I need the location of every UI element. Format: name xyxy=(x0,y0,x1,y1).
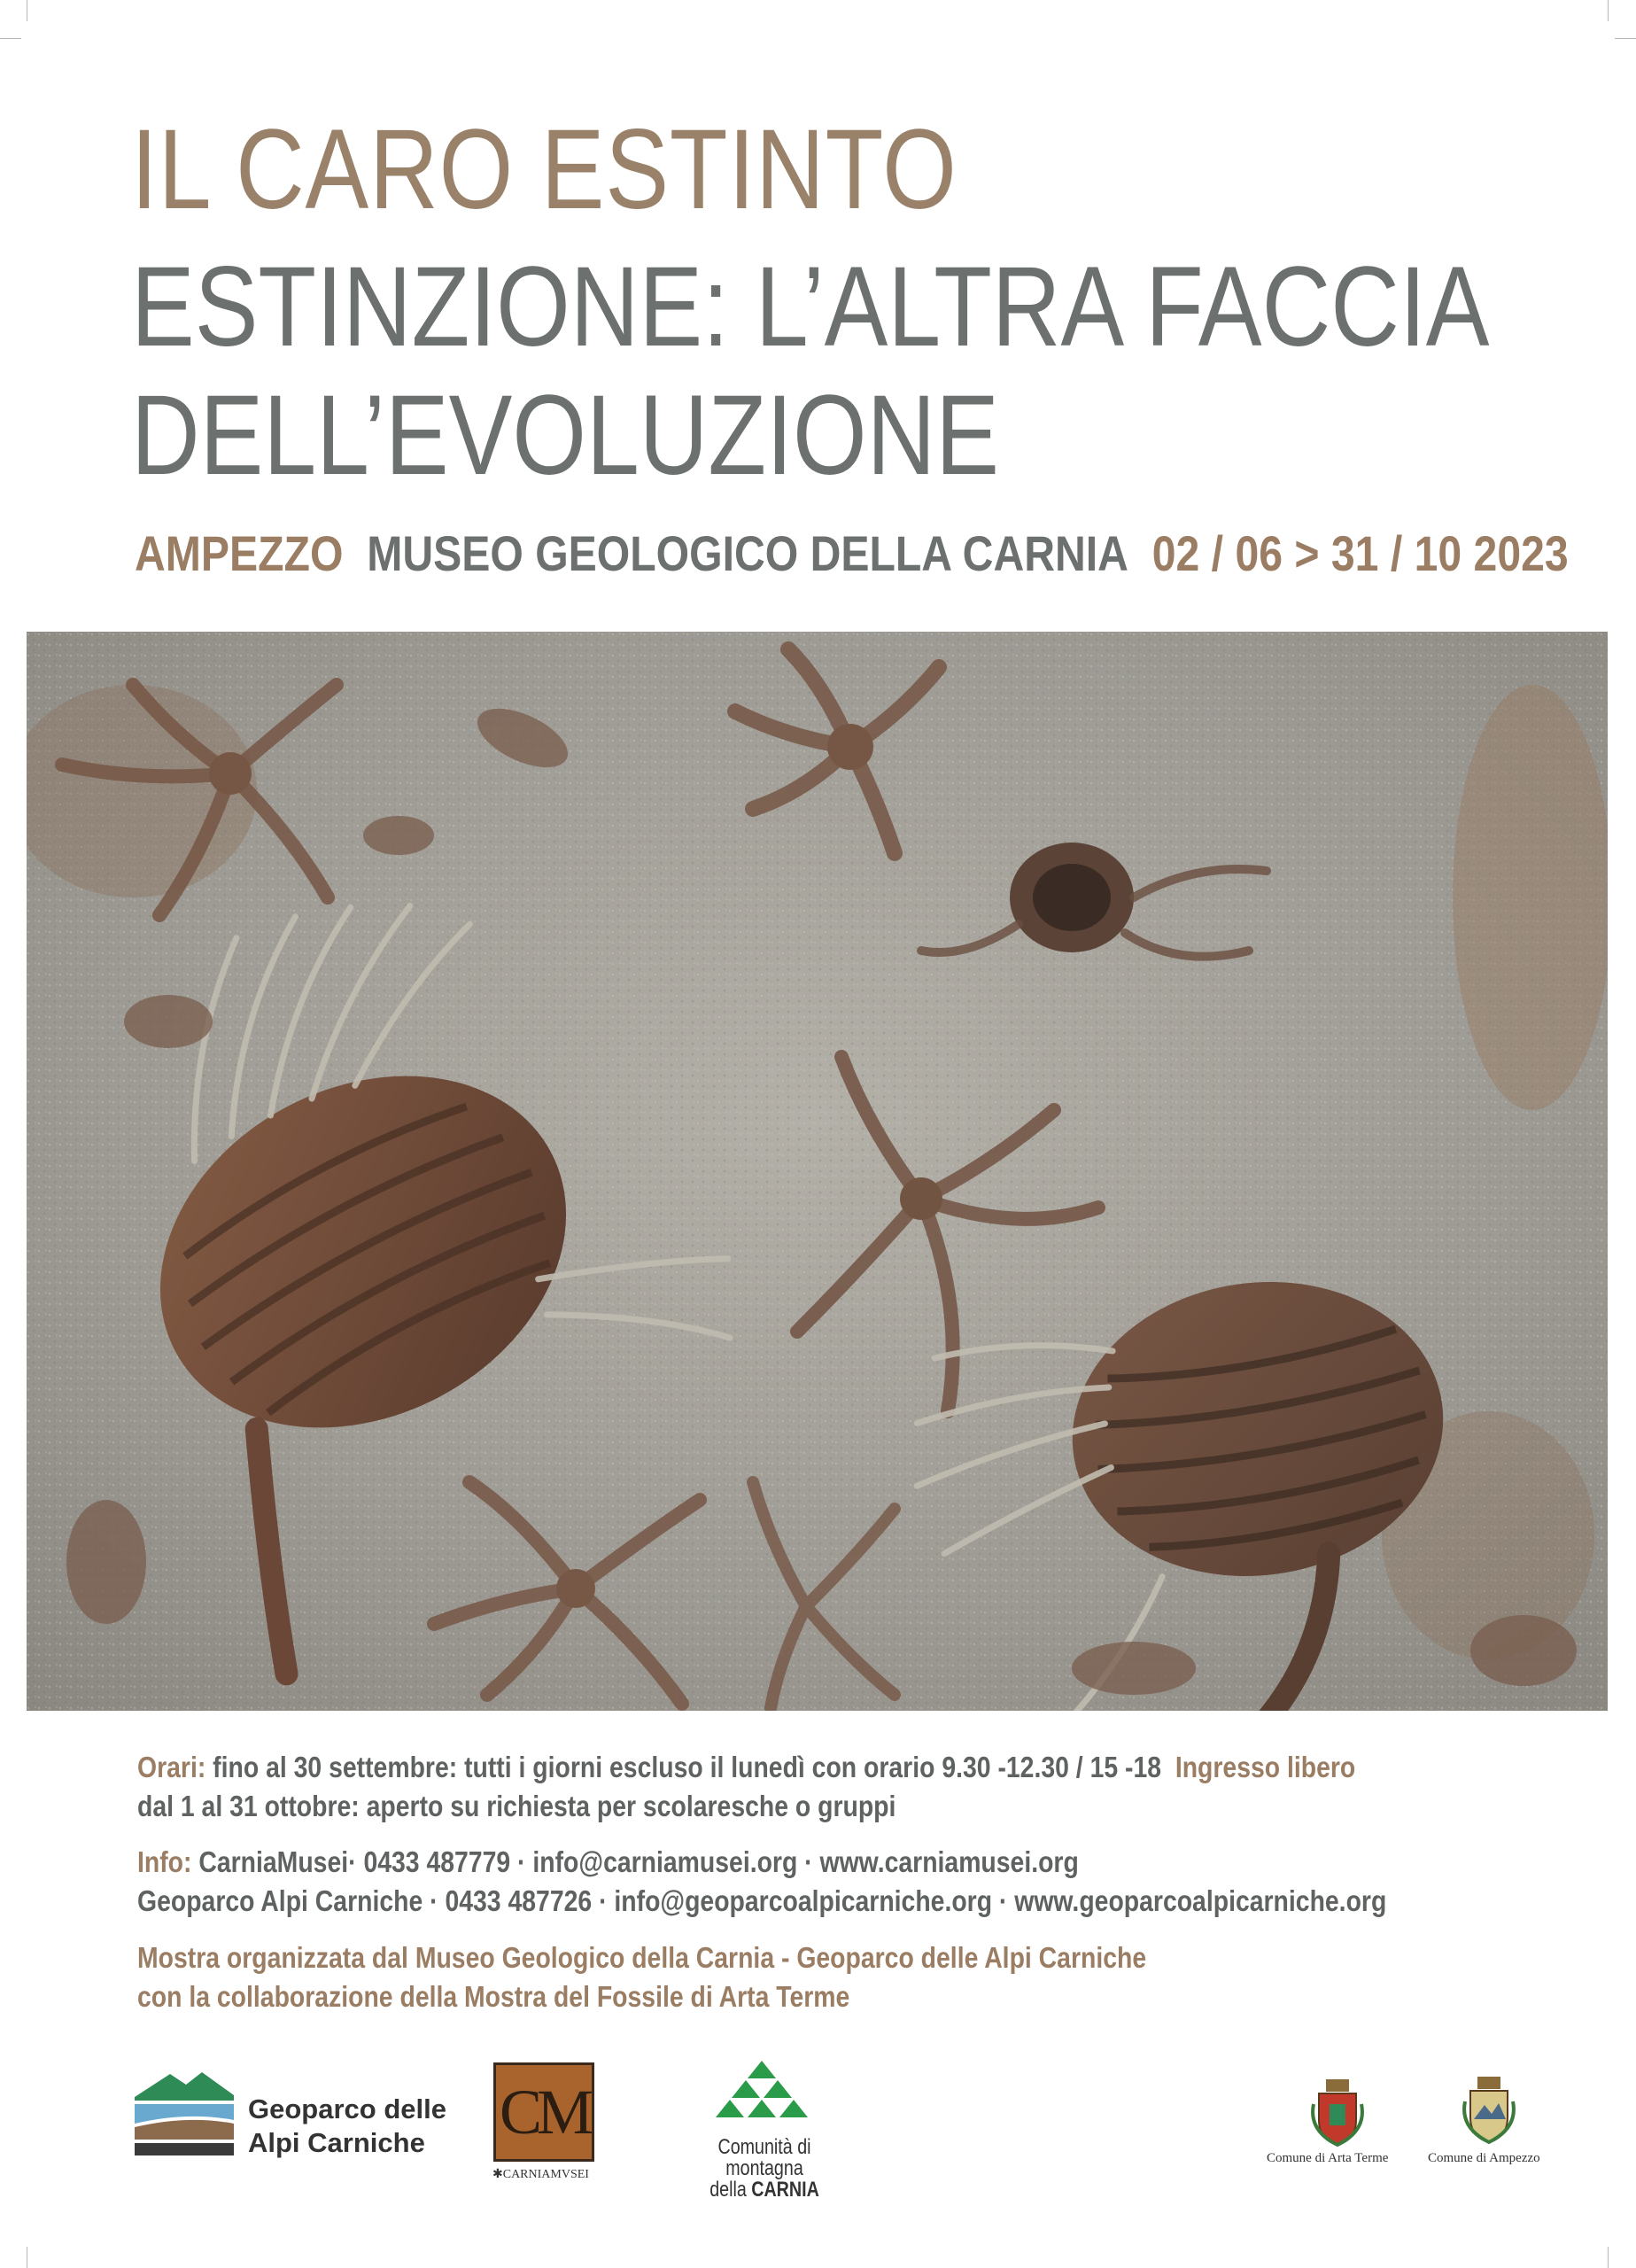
arta-terme-crest-icon xyxy=(1308,2078,1367,2147)
comunita-trees-icon xyxy=(709,2061,815,2132)
hours-line-2: dal 1 al 31 ottobre: aperto su richiesta per scolaresche o gruppi xyxy=(137,1790,896,1822)
geoparco-logo-icon xyxy=(135,2069,234,2157)
comunita-line-2a: della xyxy=(709,2178,752,2202)
venue-dates: 02 / 06 > 31 / 10 2023 xyxy=(1151,525,1569,581)
comunita-logo-text xyxy=(695,2137,834,2201)
comunita-line-2 xyxy=(695,2179,834,2201)
carniamusei-caption: ✱CARNIAMVSEI xyxy=(492,2168,589,2181)
organizers-line-2: con la collaborazione della Mostra del Fossile di Arta Terme xyxy=(137,1980,850,2013)
hours-text: fino al 30 settembre: tutti i giorni escluso il lunedì con orario 9.30 -12.30 / 15 -18 xyxy=(213,1751,1162,1783)
crop-mark-top-left-h xyxy=(0,38,21,39)
comune-arta-terme: Comune di Arta Terme xyxy=(1267,2151,1389,2165)
fossil-illustration xyxy=(27,632,1608,1711)
ampezzo-crest-icon xyxy=(1460,2075,1518,2146)
venue-museum: MUSEO GEOLOGICO DELLA CARNIA xyxy=(367,525,1128,581)
crop-mark-top-right-h xyxy=(1615,38,1636,39)
info-line-1 xyxy=(137,1843,1079,1882)
organizers-line-1: Mostra organizzata dal Museo Geologico della Carnia - Geoparco delle Alpi Carniche xyxy=(137,1941,1147,1974)
comune-ampezzo: Comune di Ampezzo xyxy=(1428,2151,1540,2165)
carniamusei-logo xyxy=(493,2062,594,2162)
venue-place: AMPEZZO xyxy=(135,525,344,581)
exhibition-subtitle xyxy=(131,243,1490,500)
crop-mark-top-right xyxy=(1608,0,1609,21)
comunita-line-2b: CARNIA xyxy=(751,2178,819,2202)
exhibition-title: IL CARO ESTINTO xyxy=(131,106,958,233)
subtitle-line-2: DELL’EVOLUZIONE xyxy=(131,372,999,499)
admission-free: Ingresso libero xyxy=(1175,1751,1356,1783)
geoparco-logo-text xyxy=(248,2093,446,2160)
subtitle-line-1: ESTINZIONE: L’ALTRA FACCIA xyxy=(131,244,1490,370)
info-label: Info: xyxy=(137,1845,192,1878)
crop-mark-bottom-right xyxy=(1608,2247,1609,2268)
comunita-line-1: Comunità di montagna xyxy=(717,2135,811,2180)
info-carniamusei: CarniaMusei· 0433 487779 · info@carniamusei.org · www.carniamusei.org xyxy=(198,1845,1079,1878)
venue-line xyxy=(135,524,1569,582)
fossil-photo xyxy=(27,632,1608,1711)
hours-label: Orari: xyxy=(137,1751,206,1783)
info-line-2: Geoparco Alpi Carniche · 0433 487726 · info@geoparcoalpicarniche.org · www.geoparcoalpicarniche.org xyxy=(137,1884,1387,1917)
geoparco-line-1: Geoparco delle xyxy=(248,2093,446,2124)
carniamusei-monogram: CM xyxy=(499,2077,589,2148)
geoparco-line-2: Alpi Carniche xyxy=(248,2127,425,2158)
carniamusei-caption-text: CARNIAMVSEI xyxy=(502,2168,589,2181)
hours-line-1 xyxy=(137,1748,1355,1787)
